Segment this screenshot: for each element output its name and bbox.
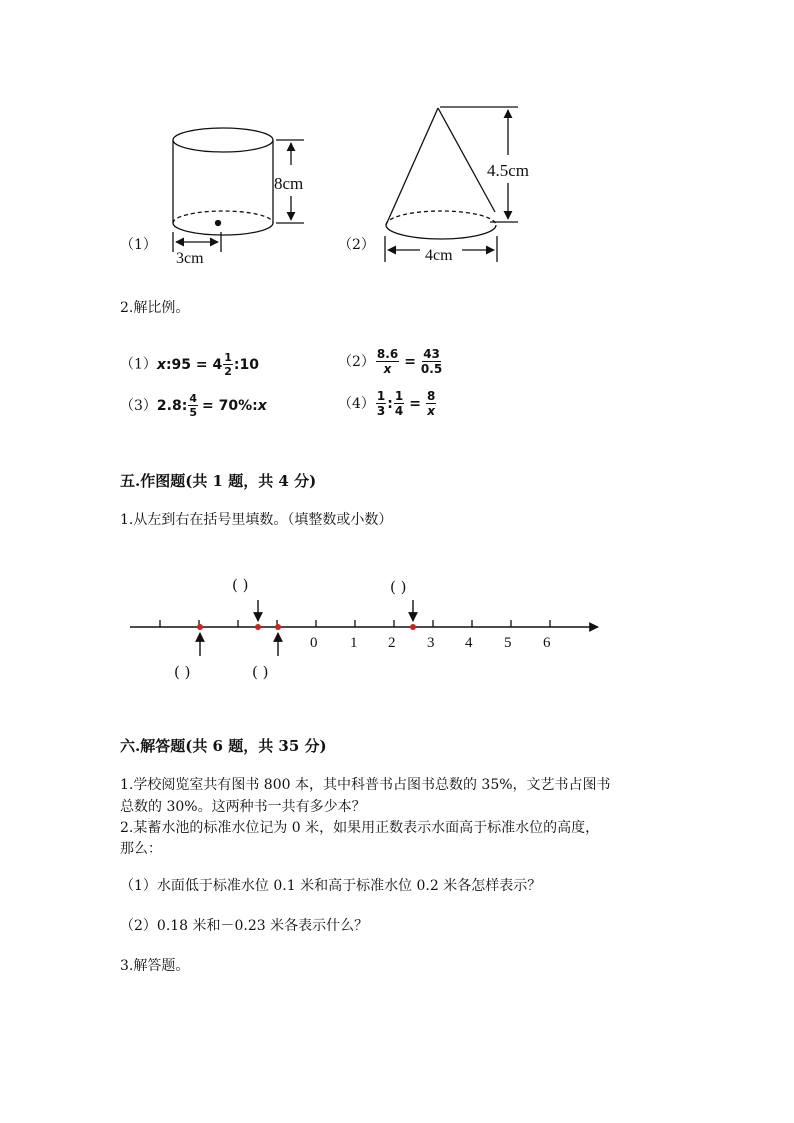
section-5-heading: 五.作图题(共 1 题，共 4 分) <box>120 472 317 490</box>
fraction-numerator: 8.6 <box>376 347 399 361</box>
figure-2-label: （2） <box>338 237 375 253</box>
cone-height-label: 4.5cm <box>487 161 530 180</box>
fraction-denominator: 5 <box>189 406 197 419</box>
section-6-question-2-line-2: 那么： <box>120 841 162 857</box>
cone-base-front <box>386 225 496 239</box>
section-5-question-1: 1.从左到右在括号里填数。（填整数或小数） <box>120 512 393 528</box>
point-a <box>197 624 203 630</box>
section-6-question-2-line-1: 2.某蓄水池的标准水位记为 0 米，如果用正数表示水面高于标准水位的高度， <box>120 820 600 836</box>
cylinder-bottom-back <box>173 211 273 223</box>
cylinder-height-label: 8cm <box>274 174 304 193</box>
cone-diameter-label: 4cm <box>425 247 453 264</box>
answer-blank-d[interactable]: ( ) <box>390 578 407 596</box>
point-d <box>410 624 416 630</box>
proportion-1-label: （1） <box>120 356 157 373</box>
proportion-4-label: （4） <box>338 396 375 412</box>
question-2-title: 2.解比例。 <box>120 300 190 316</box>
fraction-numerator: 1 <box>394 389 404 403</box>
proportion-3-text: 2.8: <box>156 397 188 414</box>
cylinder-center-dot <box>216 221 221 226</box>
section-6-question-1-line-2: 总数的 30%。这两种书一共有多少本？ <box>120 799 366 815</box>
point-c <box>275 624 281 630</box>
proportion-3-label: （3） <box>120 398 157 414</box>
proportion-1 <box>120 352 259 377</box>
section-6-question-2-sub-1: （1）水面低于标准水位 0.1 米和高于标准水位 0.2 米各怎样表示？ <box>120 878 542 894</box>
proportion-3-middle: = 70%: <box>201 397 258 414</box>
cylinder-radius-label: 3cm <box>176 250 204 267</box>
proportion-4 <box>338 390 437 417</box>
fraction-denominator: x <box>383 362 392 376</box>
cylinder-bottom-front <box>173 223 273 235</box>
tick-label-1: 1 <box>350 635 358 651</box>
point-b <box>255 624 261 630</box>
equals-sign: = <box>404 353 416 370</box>
fraction-denominator: x <box>427 404 436 418</box>
fraction-denominator: 3 <box>376 404 386 418</box>
section-6-question-2-sub-2: （2）0.18 米和－0.23 米各表示什么？ <box>120 918 369 934</box>
proportion-2 <box>338 348 443 375</box>
fraction-numerator: 43 <box>423 347 440 361</box>
tick-label-5: 5 <box>504 635 512 651</box>
cylinder-top <box>173 128 273 152</box>
fraction-numerator: 8 <box>426 389 436 403</box>
tick-label-0: 0 <box>310 635 318 651</box>
equals-sign: = <box>409 395 421 412</box>
cone-base-back <box>386 211 496 225</box>
tick-label-6: 6 <box>543 635 551 651</box>
section-6-heading: 六.解答题(共 6 题，共 35 分) <box>120 737 327 755</box>
tick-label-4: 4 <box>465 635 473 651</box>
tick-label-3: 3 <box>427 635 435 651</box>
variable-x: x <box>156 356 166 373</box>
fraction-numerator: 1 <box>224 351 232 364</box>
proportion-3 <box>120 393 267 418</box>
fraction-numerator: 1 <box>376 389 386 403</box>
answer-blank-b[interactable]: ( ) <box>232 576 249 594</box>
proportion-1-tail: :10 <box>233 356 260 373</box>
section-6-question-1-line-1: 1.学校阅览室共有图书 800 本，其中科普书占图书总数的 35%，文艺书占图书 <box>120 777 611 793</box>
answer-blank-a[interactable]: ( ) <box>174 663 191 681</box>
variable-x: x <box>257 397 267 414</box>
proportion-1-text: :95 = 4 <box>165 356 223 373</box>
section-6-question-3: 3.解答题。 <box>120 958 190 974</box>
fraction-numerator: 4 <box>189 392 197 405</box>
fraction-denominator: 4 <box>394 404 404 418</box>
colon-sign: : <box>387 395 393 412</box>
fraction-denominator: 2 <box>224 365 232 378</box>
tick-label-2: 2 <box>388 635 396 651</box>
fraction-denominator: 0.5 <box>420 362 443 376</box>
proportion-2-label: （2） <box>338 354 375 370</box>
answer-blank-c[interactable]: ( ) <box>252 663 269 681</box>
figure-1-label: （1） <box>120 237 157 253</box>
cone-figure <box>385 107 518 262</box>
